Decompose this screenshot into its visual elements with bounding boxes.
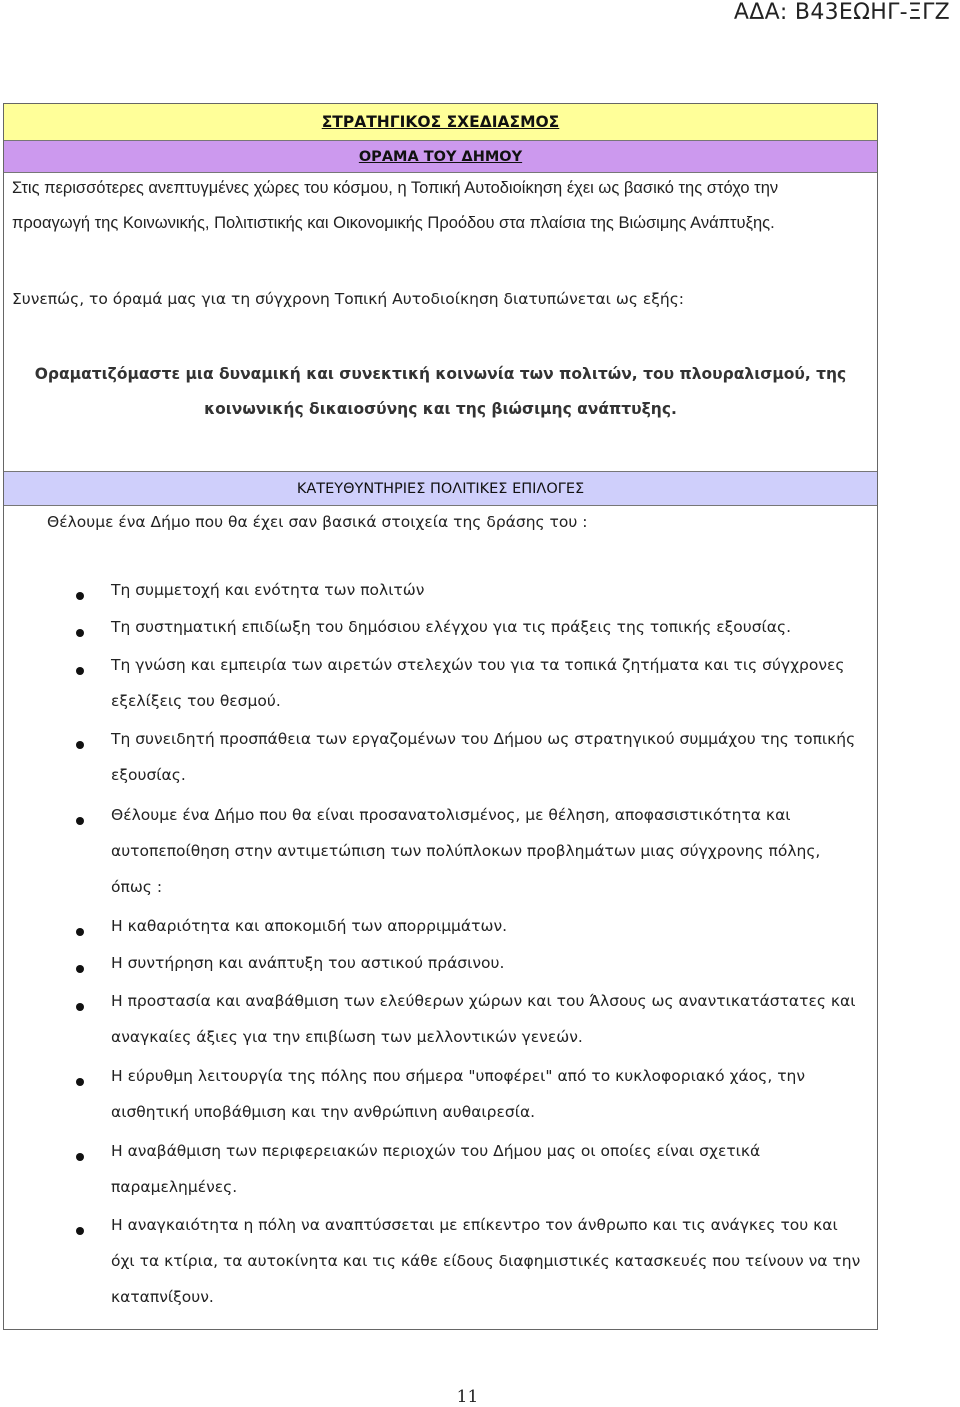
vision-statement-line-1: Οραματιζόμαστε μια δυναμική και συνεκτική κοινωνία των πολιτών, του πλουραλισμού, της [34, 365, 847, 383]
intro-line-2: προαγωγή της Κοινωνικής, Πολιτιστικής και Οικονομικής Προόδου στα πλαίσια της Βιώσιμης Ανάπτυξης. [12, 214, 775, 232]
bullet-item-line: Θέλουμε ένα Δήμο που θα είναι προσανατολισμένος, με θέληση, αποφασιστικότητα και [111, 806, 791, 824]
bullet-icon [76, 741, 84, 749]
vision-intro: Συνεπώς, το όραμά μας για τη σύγχρονη Τοπική Αυτοδιοίκηση διατυπώνεται ως εξής: [12, 290, 685, 308]
bullet-icon [76, 1153, 84, 1161]
bullet-icon [76, 928, 84, 936]
bullet-item-line: αυτοπεποίθηση στην αντιμετώπιση των πολύπλοκων προβλημάτων μιας σύγχρονης πόλης, [111, 842, 821, 860]
bullet-icon [76, 1227, 84, 1235]
bullet-item-line: όχι τα κτίρια, τα αυτοκίνητα και τις κάθε είδους διαφημιστικές κατασκευές που τείνουν να την [111, 1252, 861, 1270]
bullet-icon [76, 629, 84, 637]
bullet-icon [76, 592, 84, 600]
vision-statement-line-2: κοινωνικής δικαιοσύνης και της βιώσιμης ανάπτυξης. [204, 400, 677, 418]
bullet-item-line: Τη συστηματική επιδίωξη του δημόσιου ελέγχου για τις πράξεις της τοπικής εξουσίας. [111, 618, 792, 636]
page-title: ΣΤΡΑΤΗΓΙΚΟΣ ΣΧΕΔΙΑΣΜΟΣ [4, 104, 877, 141]
policy-intro: Θέλουμε ένα Δήμο που θα έχει σαν βασικά στοιχεία της δράσης του : [47, 513, 588, 531]
document-frame [3, 103, 878, 1330]
bullet-item-line: Τη γνώση και εμπειρία των αιρετών στελεχών του για τα τοπικά ζητήματα και τις σύγχρονες [111, 656, 845, 674]
bullet-item-line: Η αναβάθμιση των περιφερειακών περιοχών του Δήμου μας οι οποίες είναι σχετικά [111, 1142, 761, 1160]
bullet-item-line: όπως : [111, 878, 163, 896]
bullet-icon [76, 965, 84, 973]
bullet-icon [76, 817, 84, 825]
bullet-item-line: Τη συνειδητή προσπάθεια των εργαζομένων του Δήμου ως στρατηγικού συμμάχου της τοπικής [111, 730, 856, 748]
policy-heading: ΚΑΤΕΥΘΥΝΤΗΡΙΕΣ ΠΟΛΙΤΙΚΕΣ ΕΠΙΛΟΓΕΣ [4, 471, 877, 506]
bullet-item-line: εξελίξεις του θεσμού. [111, 692, 281, 710]
bullet-item-line: Η προστασία και αναβάθμιση των ελεύθερων χώρων και του Άλσους ως αναντικατάστατες και [111, 992, 856, 1010]
intro-line-1: Στις περισσότερες ανεπτυγμένες χώρες του κόσμου, η Τοπική Αυτοδιοίκηση έχει ως βασικό της στόχο την [12, 179, 779, 197]
bullet-item-line: Η αναγκαιότητα η πόλη να αναπτύσσεται με επίκεντρο τον άνθρωπο και τις ανάγκες του και [111, 1216, 838, 1234]
bullet-item-line: Η εύρυθμη λειτουργία της πόλης που σήμερα "υποφέρει" από το κυκλοφοριακό χάος, την [111, 1067, 806, 1085]
bullet-icon [76, 1003, 84, 1011]
bullet-icon [76, 667, 84, 675]
bullet-item-line: Τη συμμετοχή και ενότητα των πολιτών [111, 581, 425, 599]
bullet-item-line: καταπνίξουν. [111, 1288, 214, 1306]
bullet-item-line: Η καθαριότητα και αποκομιδή των απορριμμάτων. [111, 917, 508, 935]
bullet-item-line: Η συντήρηση και ανάπτυξη του αστικού πράσινου. [111, 954, 505, 972]
bullet-item-line: παραμελημένες. [111, 1178, 238, 1196]
ada-code: ΑΔΑ: Β43ΕΩΗΓ-ΞΓΖ [733, 0, 950, 25]
vision-heading: ΟΡΑΜΑ ΤΟΥ ΔΗΜΟΥ [4, 141, 877, 173]
bullet-item-line: εξουσίας. [111, 766, 186, 784]
bullet-item-line: αναγκαίες άξιες για την επιβίωση των μελλοντικών γενεών. [111, 1028, 583, 1046]
page-number: 11 [456, 1387, 479, 1407]
bullet-icon [76, 1078, 84, 1086]
bullet-item-line: αισθητική υποβάθμιση και την ανθρώπινη αυθαιρεσία. [111, 1103, 536, 1121]
